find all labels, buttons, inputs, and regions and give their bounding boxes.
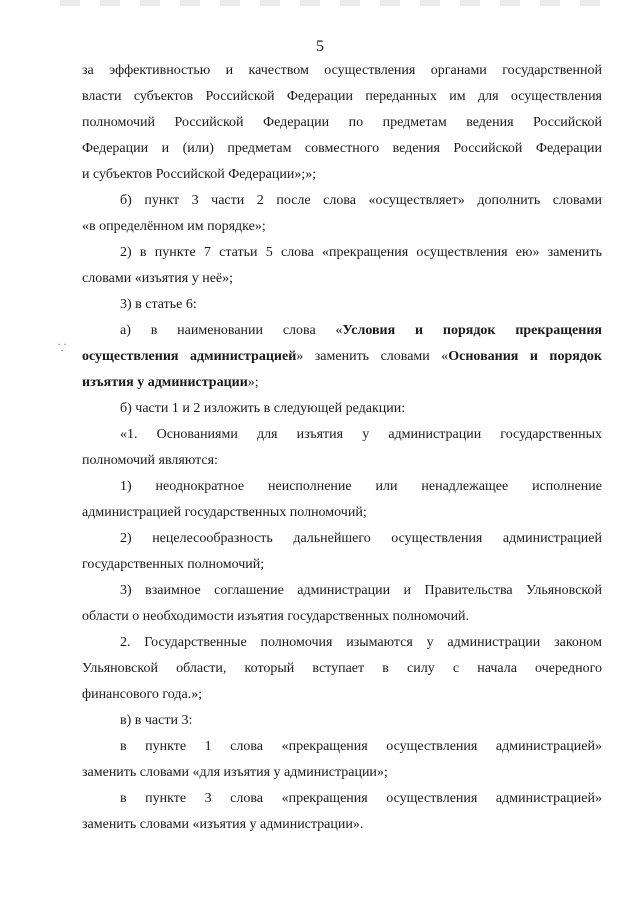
bold-paragraph bbox=[82, 318, 602, 396]
text-line bbox=[82, 344, 602, 370]
bold-segment: изъятия у администрации bbox=[82, 375, 248, 390]
document-body bbox=[82, 58, 602, 838]
text-line: 1) неоднократное неисполнение или ненадлежащее исполнение bbox=[120, 479, 602, 494]
text-line: «1. Основаниями для изъятия у администрации государственных bbox=[120, 427, 602, 442]
text-line: за эффективностью и качеством осуществления органами государственной bbox=[82, 63, 602, 78]
text-segment: » заменить словами « bbox=[296, 349, 449, 364]
text-line: 3) взаимное соглашение администрации и Правительства Ульяновской bbox=[120, 583, 602, 598]
text-segment: а) в наименовании слова « bbox=[120, 323, 343, 338]
text-line: б) части 1 и 2 изложить в следующей редакции: bbox=[120, 401, 406, 416]
text-line: Федерации и (или) предметам совместного ведения Российской Федерации bbox=[82, 141, 602, 156]
bold-segment: осуществления администрацией bbox=[82, 349, 297, 364]
text-line: словами «изъятия у неё»; bbox=[82, 271, 234, 286]
text-line bbox=[82, 370, 602, 396]
text-line: финансового года.»; bbox=[82, 687, 203, 702]
text-line: б) пункт 3 части 2 после слова «осуществляет» дополнить словами bbox=[120, 193, 602, 208]
text-line: в пункте 3 слова «прекращения осуществления администрацией» bbox=[120, 791, 602, 806]
page-number: 5 bbox=[316, 38, 324, 55]
text-line: полномочий являются: bbox=[82, 453, 218, 468]
text-line: «в определённом им порядке»; bbox=[82, 219, 266, 234]
text-line: 2) нецелесообразность дальнейшего осуществления администрацией bbox=[120, 531, 602, 546]
text-line: заменить словами «изъятия у администрации». bbox=[82, 817, 364, 832]
text-line bbox=[82, 318, 602, 344]
text-line: власти субъектов Российской Федерации переданных им для осуществления bbox=[82, 89, 602, 104]
text-line: 2. Государственные полномочия изымаются у администрации законом bbox=[120, 635, 602, 650]
scan-artifact-top bbox=[60, 0, 600, 6]
text-line: в) в части 3: bbox=[120, 713, 193, 728]
text-block-1 bbox=[82, 58, 602, 318]
text-block-2 bbox=[82, 396, 602, 838]
text-segment: »; bbox=[247, 375, 259, 390]
text-line: полномочий Российской Федерации по предметам ведения Российской bbox=[82, 115, 602, 130]
text-line: 3) в статье 6: bbox=[120, 297, 197, 312]
text-line: области о необходимости изъятия государственных полномочий. bbox=[82, 609, 470, 624]
text-line: и субъектов Российской Федерации»;»; bbox=[82, 167, 317, 182]
text-line: 2) в пункте 7 статьи 5 слова «прекращения осуществления ею» заменить bbox=[120, 245, 602, 260]
bold-segment: Условия и порядок прекращения bbox=[342, 323, 602, 338]
text-line: администрацией государственных полномочий; bbox=[82, 505, 367, 520]
bold-segment: Основания и порядок bbox=[448, 349, 602, 364]
text-line: в пункте 1 слова «прекращения осуществления администрацией» bbox=[120, 739, 602, 754]
text-line: заменить словами «для изъятия у администрации»; bbox=[82, 765, 388, 780]
text-line: государственных полномочий; bbox=[82, 557, 265, 572]
scan-mark: ⸪ bbox=[58, 343, 67, 354]
text-line: Ульяновской области, который вступает в силу с начала очередного bbox=[82, 661, 602, 676]
